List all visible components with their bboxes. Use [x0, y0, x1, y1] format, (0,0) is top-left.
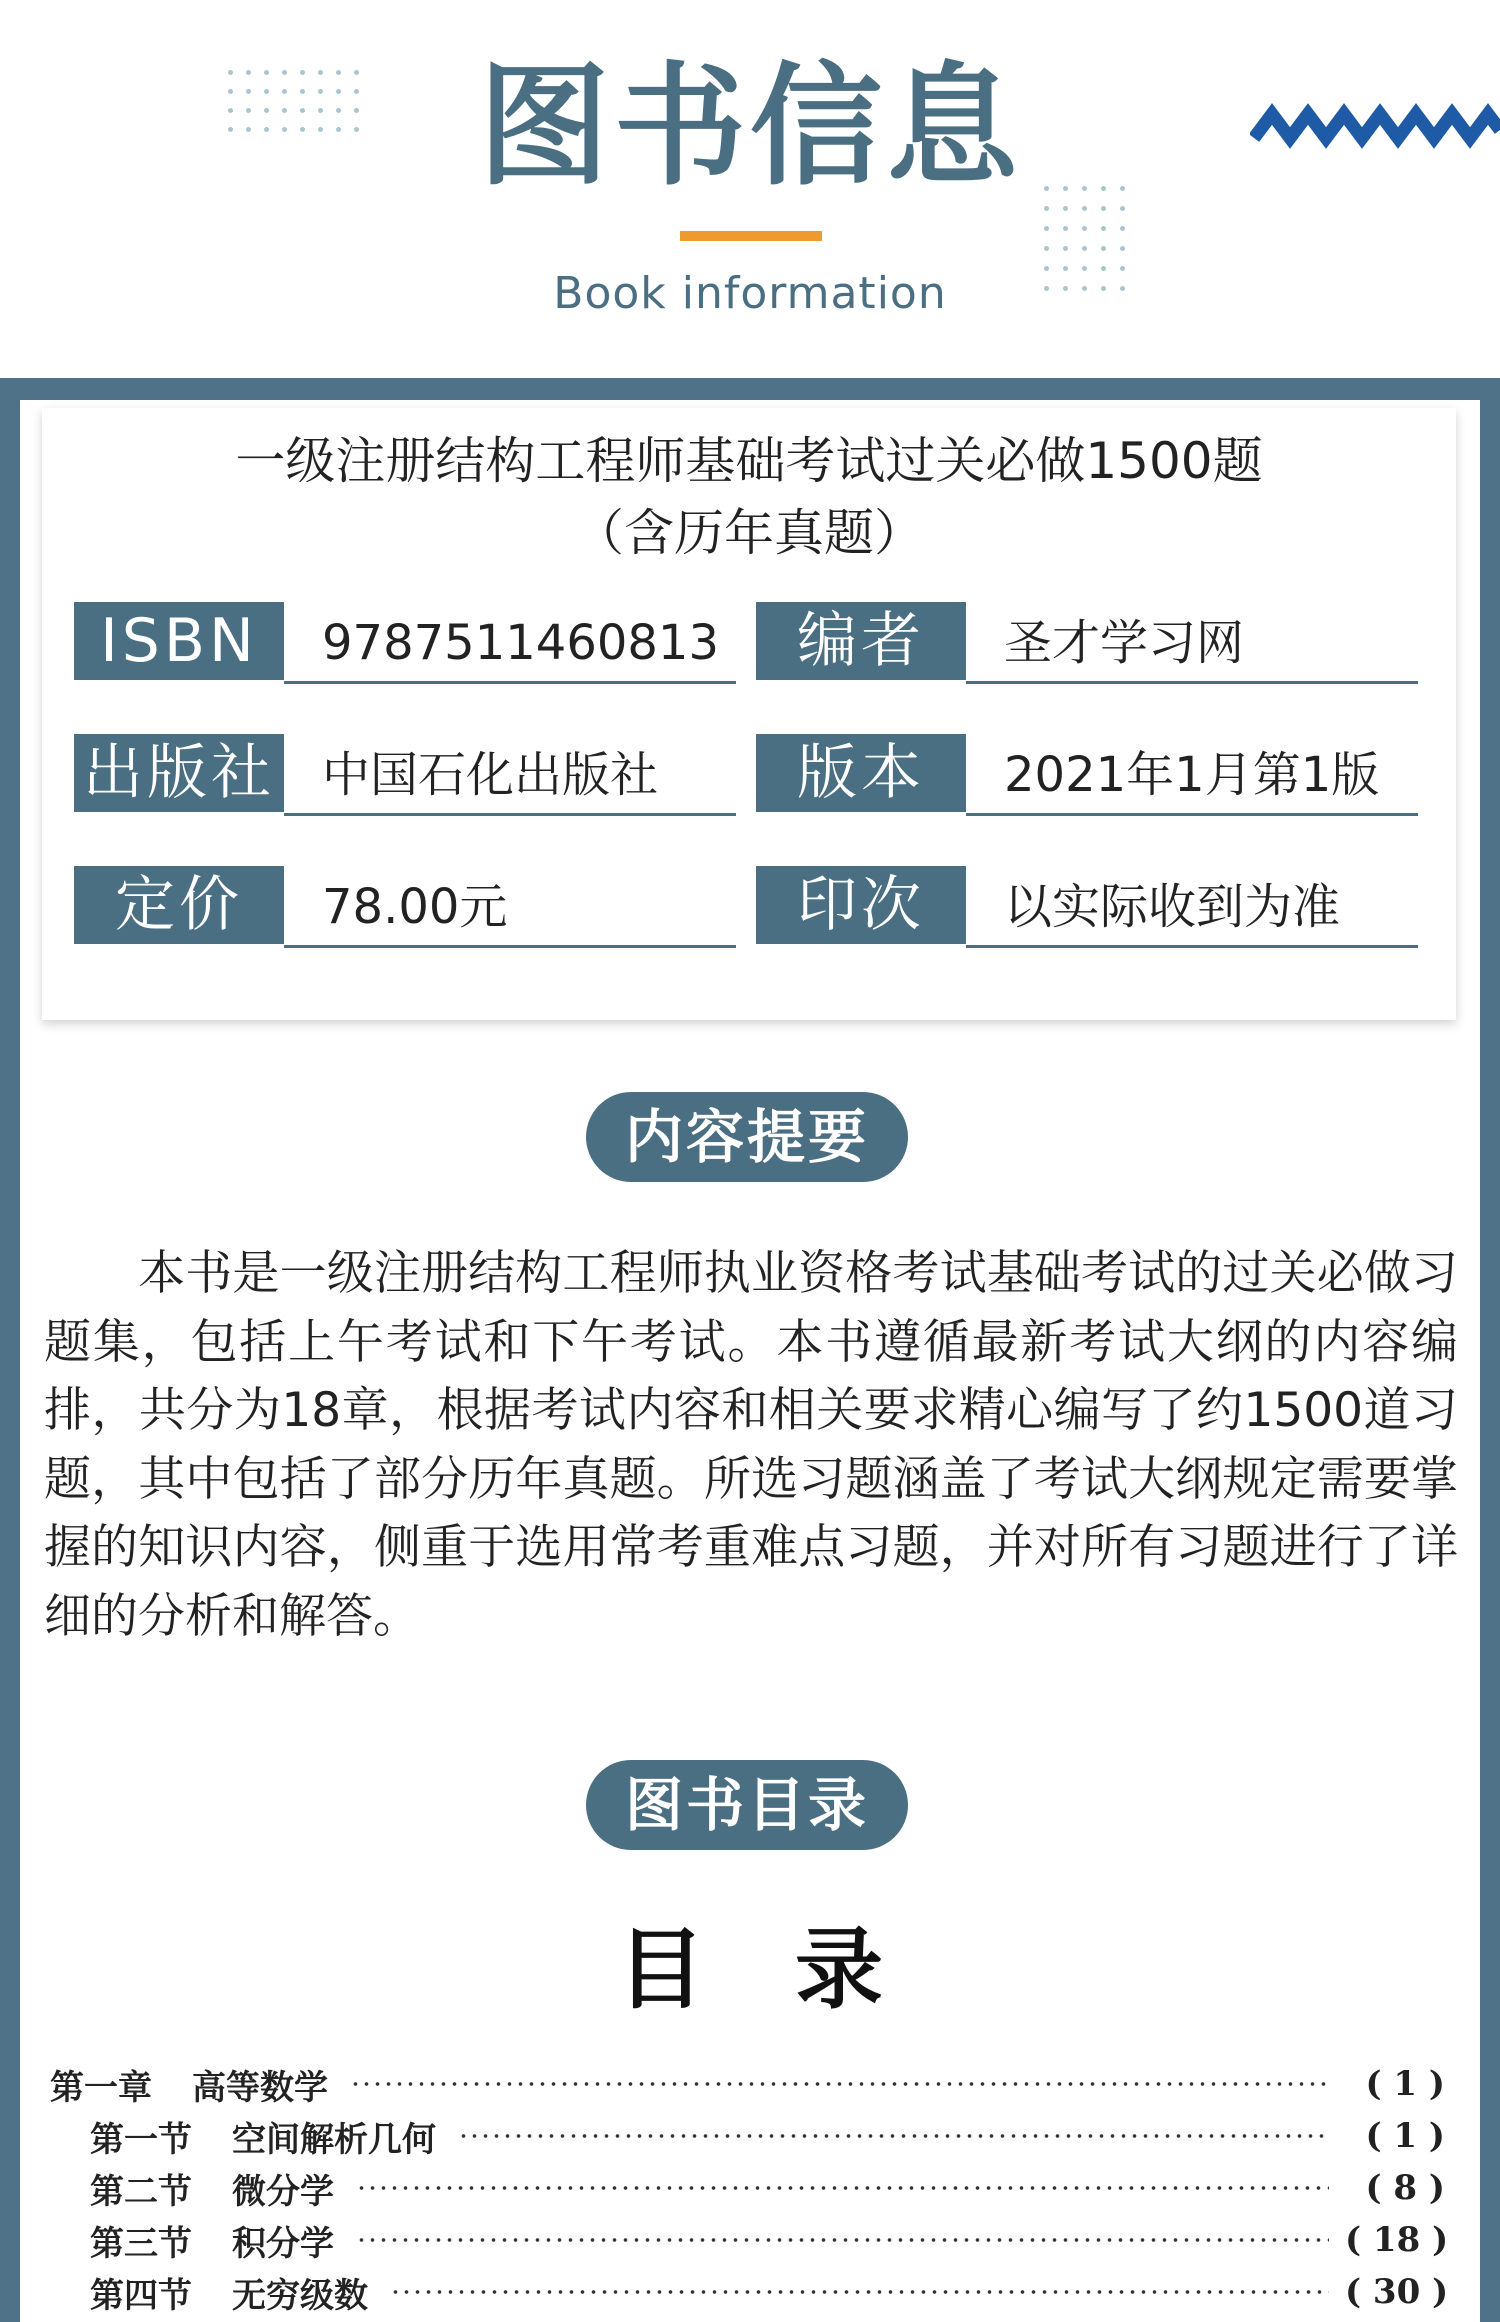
info-underline [966, 681, 1418, 684]
toc-leader-dots [458, 2134, 1329, 2138]
page-title: 图书信息 [478, 50, 1022, 204]
info-value: 中国石化出版社 [322, 747, 659, 803]
book-title-line1: 一级注册结构工程师基础考试过关必做1500题 [235, 432, 1263, 490]
toc-item-title: 空间解析几何 [232, 2119, 436, 2160]
info-underline [284, 681, 736, 684]
info-label: ISBN [74, 602, 284, 680]
toc-heading: 目录 [616, 1917, 973, 2021]
toc-item-page: ( 1 ) [1365, 2116, 1445, 2156]
summary-section-title: 内容提要 [586, 1092, 908, 1182]
page-subtitle: Book information [553, 268, 947, 319]
toc-list [50, 2058, 1449, 2318]
info-label: 出版社 [74, 734, 284, 812]
info-underline [284, 813, 736, 816]
info-value: 9787511460813 [322, 615, 720, 671]
info-underline [284, 945, 736, 948]
toc-item-page: ( 8 ) [1365, 2168, 1445, 2208]
toc-item [50, 2110, 1445, 2162]
toc-leader-dots [356, 2238, 1329, 2242]
toc-item-page: ( 30 ) [1345, 2272, 1449, 2312]
toc-item-number: 第四节 [90, 2275, 192, 2316]
toc-leader-dots [356, 2186, 1329, 2190]
info-label: 版本 [756, 734, 966, 812]
info-underline [966, 945, 1418, 948]
toc-item-page: ( 18 ) [1345, 2220, 1449, 2260]
toc-item-title: 无穷级数 [232, 2275, 368, 2316]
toc-item [50, 2266, 1449, 2318]
info-label: 编者 [756, 602, 966, 680]
info-value: 圣才学习网 [1004, 615, 1245, 671]
info-editor [756, 602, 1418, 684]
info-label: 印次 [756, 866, 966, 944]
title-underline [680, 231, 822, 241]
toc-item [50, 2214, 1449, 2266]
toc-leader-dots [390, 2290, 1329, 2294]
toc-item-number: 第一章 [50, 2067, 152, 2108]
decor-zigzag [1250, 100, 1500, 150]
toc-section-title: 图书目录 [586, 1760, 908, 1850]
book-title [42, 425, 1456, 569]
toc-item-number: 第三节 [90, 2223, 192, 2264]
toc-item-number: 第一节 [90, 2119, 192, 2160]
book-title-line2: （含历年真题） [574, 504, 924, 562]
info-value: 78.00元 [322, 879, 508, 935]
info-edition [756, 734, 1418, 816]
toc-item-title: 高等数学 [192, 2067, 328, 2108]
summary-body: 本书是一级注册结构工程师执业资格考试基础考试的过关必做习题集，包括上午考试和下午考试。本书遵循最新考试大纲的内容编排，共分为18章，根据考试内容和相关要求精心编写了约1500道习题，其中包括了部分历年真题。所选习题涵盖了考试大纲规定需要掌握的知识内容，侧重于选用常考重难点习题，并对所有习题进行了详细的分析和解答。 [44, 1246, 1458, 1644]
info-publisher [74, 734, 736, 816]
toc-leader-dots [350, 2082, 1329, 2086]
toc-item-number: 第二节 [90, 2171, 192, 2212]
info-printing [756, 866, 1418, 948]
decor-dots-right [1044, 186, 1125, 291]
toc-item [50, 2162, 1445, 2214]
toc-item [50, 2058, 1445, 2110]
toc-item-title: 积分学 [232, 2223, 334, 2264]
page-header [0, 0, 1500, 378]
info-underline [966, 813, 1418, 816]
info-value: 2021年1月第1版 [1004, 747, 1380, 803]
summary-text [44, 1240, 1458, 1651]
info-value: 以实际收到为准 [1004, 879, 1341, 935]
toc-item-title: 微分学 [232, 2171, 334, 2212]
info-price [74, 866, 736, 948]
info-isbn [74, 602, 736, 684]
toc-item-page: ( 1 ) [1365, 2064, 1445, 2104]
info-label: 定价 [74, 866, 284, 944]
